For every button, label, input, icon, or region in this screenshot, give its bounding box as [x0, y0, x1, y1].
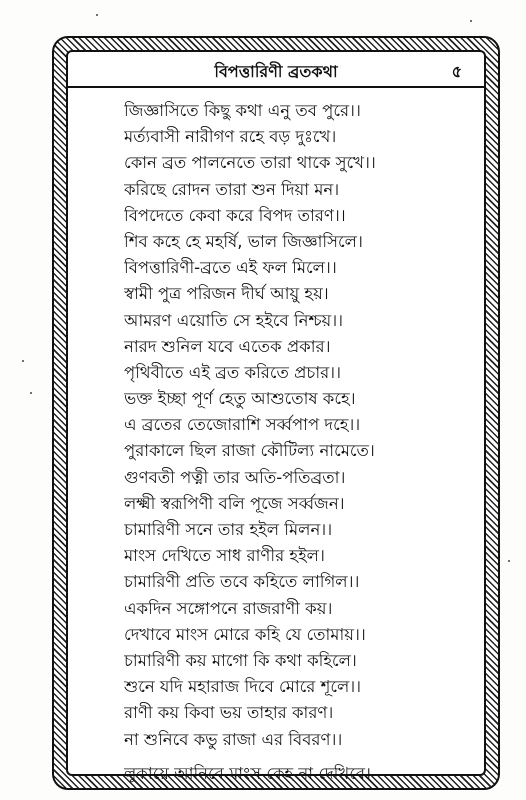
- verse-line: দেখাবে মাংস মোরে কহি যে তোমায়।।: [124, 624, 366, 644]
- verse-line: ভক্ত ইচ্ছা পূর্ণ হেতু আশুতোষ কহে।: [124, 389, 356, 409]
- page-title: বিপত্তারিণী ব্রতকথা: [214, 62, 338, 81]
- decorative-hatched-border: [52, 36, 500, 790]
- verse-line: পৃথিবীতে এই ব্রত করিতে প্রচার।।: [124, 362, 341, 382]
- verse-line: মাংস দেখিতে সাধ রাণীর হইল।: [124, 546, 325, 566]
- verse-line: একদিন সঙ্গোপনে রাজরাণী কয়।: [124, 598, 333, 618]
- verse-line: বিপদেতে কেবা করে বিপদ তারণ।।: [124, 205, 346, 225]
- verse-line: চামারিণী সনে তার হইল মিলন।।: [124, 520, 333, 539]
- verse-line: মর্ত্যবাসী নারীগণ রহে বড় দুঃখে।: [124, 127, 337, 147]
- verse-line: লক্ষ্মী স্বরূপিণী বলি পূজে সর্ব্বজন।: [124, 493, 345, 513]
- paper-speck: [470, 20, 472, 22]
- verse-line: শিব কহে হে মহর্ষি, ভাল জিজ্ঞাসিলে।: [124, 231, 363, 251]
- text-panel: [66, 50, 486, 783]
- verse-line: চামারিণী প্রতি তবে কহিতে লাগিল।।: [124, 572, 360, 592]
- verse-lines: [124, 98, 476, 787]
- verse-line: শুনে যদি মহারাজ দিবে মোরে শূলে।।: [124, 677, 362, 697]
- page-number: ৫: [451, 62, 462, 81]
- paper-speck: [22, 360, 24, 362]
- verse-line: বিপত্তারিণী-ব্রতে এই ফল মিলে।।: [124, 258, 337, 278]
- verse-line: পুরাকালে ছিল রাজা কৌটিল্য নামেতে।: [124, 441, 375, 461]
- verse-line: আমরণ এয়োতি সে হইবে নিশ্চয়।।: [124, 310, 344, 330]
- verse-line: চামারিণী কয় মাগো কি কথা কহিলে।: [124, 650, 357, 670]
- verse-line: করিছে রোদন তারা শুন দিয়া মন।: [124, 179, 340, 199]
- paper-speck: [508, 560, 510, 562]
- verse-line: লুকায়ে আনিবে মাংস কেহ না দেখিবে।: [124, 763, 371, 783]
- verse-line: জিজ্ঞাসিতে কিছু কথা এনু তব পুরে।।: [124, 101, 361, 120]
- verse-line: কোন ব্রত পালনেতে তারা থাকে সুখে।।: [124, 153, 376, 173]
- running-header: [68, 52, 484, 88]
- verse-line: গুণবতী পত্নী তার অতি-পতিব্রতা।: [124, 467, 346, 487]
- verse-line: না শুনিবে কভু রাজা এর বিবরণ।।: [124, 729, 343, 749]
- verse-line: রাণী কয় কিবা ভয় তাহার কারণ।: [124, 703, 334, 723]
- verse-line: স্বামী পুত্র পরিজন দীর্ঘ আয়ু হয়।: [124, 284, 329, 304]
- paper-speck: [96, 14, 98, 16]
- verse-line: এ ব্রতের তেজোরাশি সর্ব্বপাপ দহে।।: [124, 415, 361, 435]
- verse-line: নারদ শুনিল যবে এতেক প্রকার।: [124, 336, 331, 356]
- paper-speck: [30, 392, 32, 394]
